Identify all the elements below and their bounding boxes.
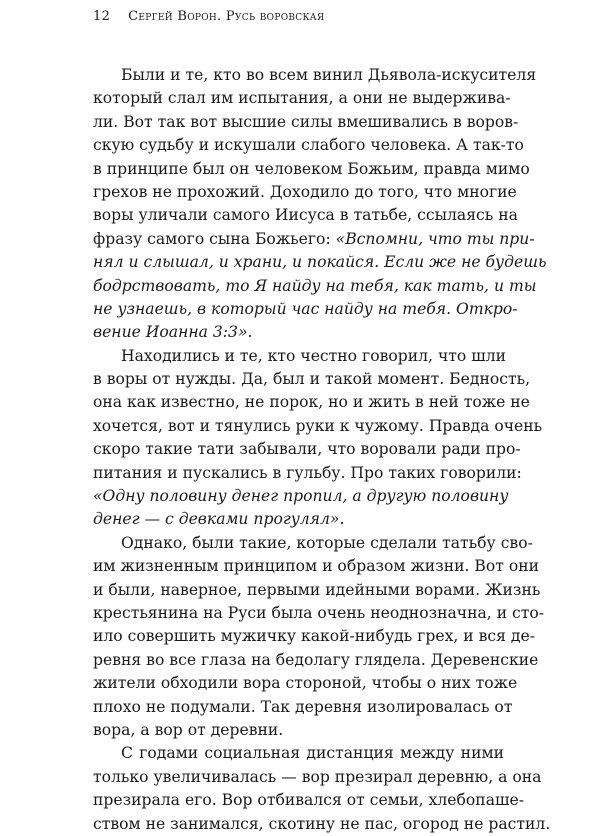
line-text: ило совершить мужичку какой-нибудь грех, и вся де-: [93, 627, 536, 646]
text-line: [93, 508, 504, 531]
line-text: только увеличивалась — вор презирал деревню, а она: [93, 767, 542, 786]
line-text: в воры от нужды. Да, был и такой момент. Бедность,: [93, 370, 531, 389]
italic-quote: «Вспомни, что ты при-: [335, 229, 535, 248]
text-line: [93, 275, 537, 298]
text-line: [93, 555, 540, 578]
line-text: скоро такие тати забывали, что воровали ради про-: [93, 440, 521, 459]
line-text: в принципе был он человеком Божьим, правда мимо: [93, 159, 530, 178]
line-text: фразу самого сына Божьего:: [93, 229, 331, 248]
text-line: [93, 321, 504, 344]
text-line: [93, 87, 511, 110]
text-line: [93, 251, 547, 274]
text-line: [93, 649, 539, 672]
text-line: [93, 391, 530, 414]
line-text: плохо не подумали. Так деревня изолировалась от: [93, 697, 513, 716]
text-line: [93, 813, 551, 836]
text-line: [93, 415, 543, 438]
text-line: [93, 368, 531, 391]
text-line: [93, 228, 535, 251]
line-text: Находились и те, кто честно говорил, что шли: [121, 346, 507, 365]
text-line: [93, 485, 509, 508]
line-text: ли. Вот так вот высшие силы вмешивались в воров-: [93, 112, 519, 131]
text-line: [93, 579, 541, 602]
italic-quote: бодрствовать, то Я найду на тебя, как тать, и ты: [93, 276, 537, 295]
text-line: [93, 64, 537, 87]
italic-quote: не узнаешь, в который час найду на тебя. Откро-: [93, 299, 518, 318]
text-line: [93, 111, 519, 134]
line-text: ревня во все глаза на бедолагу глядела. Деревенские: [93, 650, 539, 669]
line-text: им жизненным принципом и образом жизни. Вот они: [93, 557, 540, 576]
text-line: [93, 719, 504, 742]
line-text: крестьянина на Руси была очень неоднозначна, и сто-: [93, 603, 545, 622]
text-line: [93, 345, 507, 368]
line-text: воры уличали самого Иисуса в татьбе, ссылаясь на: [93, 206, 518, 225]
text-line: [93, 298, 518, 321]
running-header: [93, 9, 324, 24]
text-line: [93, 742, 504, 765]
running-title: Сергей Ворон. Русь воровская: [128, 9, 325, 24]
text-line: [93, 672, 518, 695]
italic-quote: денег — с девками прогулял».: [93, 510, 345, 529]
text-line: [93, 766, 542, 789]
italic-quote: «Одну половину денег пропил, а другую половину: [93, 487, 509, 506]
page-number: 12: [93, 9, 111, 24]
body-text: [93, 64, 551, 836]
line-text: С годами социальная дистанция между ними: [121, 744, 504, 763]
text-line: [93, 204, 518, 227]
line-text: и были, наверное, первыми идейными ворами. Жизнь: [93, 580, 541, 599]
text-line: [93, 625, 536, 648]
italic-quote: нял и слышал, и храни, и покайся. Если же не будешь: [93, 253, 547, 272]
line-text: ством не занимался, скотину не пас, огород не растил.: [93, 814, 551, 833]
text-line: [93, 789, 524, 812]
line-text: хочется, вот и тянулись руки к чужому. Правда очень: [93, 416, 543, 435]
line-text: Были и те, кто во всем винил Дьявола-искусителя: [121, 66, 537, 84]
line-text: презирала его. Вор отбивался от семьи, хлебопаше-: [93, 791, 524, 810]
line-text: жители обходили вора стороной, чтобы о них тоже: [93, 674, 518, 693]
line-text: питания и пускались в гульбу. Про таких говорили:: [93, 463, 522, 482]
line-text: вора, а вор от деревни.: [93, 720, 284, 739]
italic-quote: вение Иоанна 3:3».: [93, 323, 253, 342]
line-text: она как известно, не порок, но и жить в ней тоже не: [93, 393, 530, 412]
text-line: [93, 696, 513, 719]
text-line: [93, 158, 530, 181]
text-line: [93, 134, 524, 157]
text-line: [93, 462, 522, 485]
line-text: Однако, были такие, которые сделали татьбу сво-: [121, 533, 533, 552]
line-text: скую судьбу и искушали слабого человека. А так-то: [93, 136, 524, 155]
text-line: [93, 602, 545, 625]
text-line: [93, 532, 533, 555]
text-line: [93, 438, 521, 461]
text-line: [93, 181, 517, 204]
line-text: который слал им испытания, а они не выдержива-: [93, 89, 511, 108]
line-text: грехов не прохожий. Доходило до того, что многие: [93, 182, 517, 201]
